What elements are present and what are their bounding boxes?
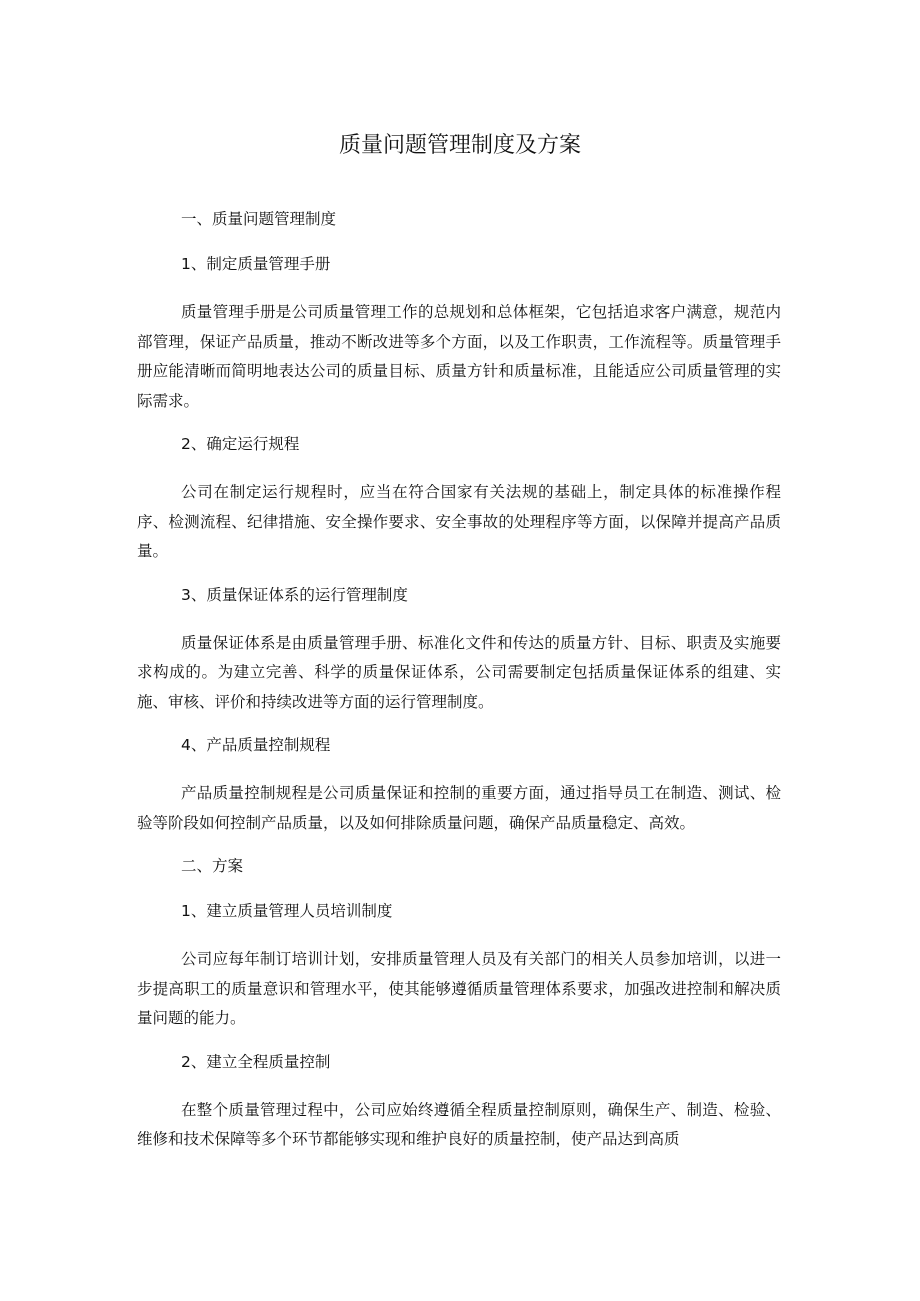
paragraph: 在整个质量管理过程中，公司应始终遵循全程质量控制原则，确保生产、制造、检验、维修和技术保障等多个环节都能够实现和维护良好的质量控制，使产品达到高质 <box>137 1100 781 1148</box>
subsection-heading: 3、质量保证体系的运行管理制度 <box>181 585 408 604</box>
paragraph: 公司应每年制订培训计划，安排质量管理人员及有关部门的相关人员参加培训，以进一步提高职工的质量意识和管理水平，使其能够遵循质量管理体系要求，加强改进控制和解决质量问题的能力。 <box>137 950 781 1027</box>
subsection-heading: 4、产品质量控制规程 <box>181 736 331 754</box>
section-heading: 一、质量问题管理制度 <box>181 210 337 228</box>
paragraph: 质量管理手册是公司质量管理工作的总规划和总体框架，它包括追求客户满意，规范内部管理，保证产品质量，推动不断改进等多个方面，以及工作职责，工作流程等。质量管理手册应能清晰而简明地表达公司的质量目标、质量方针和质量标准，且能适应公司质量管理的实际需求。 <box>137 303 781 410</box>
page-title: 质量问题管理制度及方案 <box>338 133 581 158</box>
subsection-heading: 2、建立全程质量控制 <box>181 1052 331 1071</box>
document-body <box>137 208 781 1172</box>
subsection-heading: 2、确定运行规程 <box>181 435 300 453</box>
paragraph: 质量保证体系是由质量管理手册、标准化文件和传达的质量方针、目标、职责及实施要求构成的。为建立完善、科学的质量保证体系，公司需要制定包括质量保证体系的组建、实施、审核、评价和持续改进等方面的运行管理制度。 <box>137 633 781 711</box>
subsection-heading: 1、建立质量管理人员培训制度 <box>181 902 393 920</box>
section-heading: 二、方案 <box>181 857 244 875</box>
paragraph: 公司在制定运行规程时，应当在符合国家有关法规的基础上，制定具体的标准操作程序、检测流程、纪律措施、安全操作要求、安全事故的处理程序等方面，以保障并提高产品质量。 <box>137 483 781 560</box>
subsection-heading: 1、制定质量管理手册 <box>181 255 331 273</box>
paragraph: 产品质量控制规程是公司质量保证和控制的重要方面，通过指导员工在制造、测试、检验等阶段如何控制产品质量，以及如何排除质量问题，确保产品质量稳定、高效。 <box>137 784 781 832</box>
